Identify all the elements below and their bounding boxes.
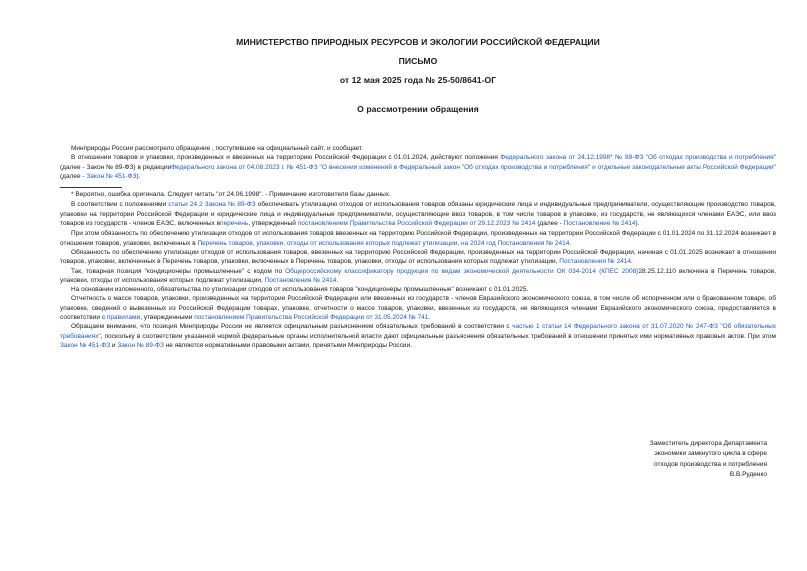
text: Отчетность о массе товаров, упаковки, произведенных на территории Российской Федерации или ввезенных из государств - членов Евразийского экономического союза, в том числе об испорченном или о бракованном товаре, об упаковке, сведений о вывезенных из Российской Федерации товарах, упаковке, отчетности о массе товаров, упаковки, ввезенных из государств, не являющихся членами Евразийского экономического союза, предоставляется в соответствии с	[60, 295, 776, 322]
text: В отношении товаров и упаковки, произведенных и ввезенных на территорию Российской Федерации с 01.01.2024, действуют положения	[71, 154, 501, 162]
text: .	[428, 314, 431, 322]
text: , утвержденными	[140, 314, 195, 322]
link-law-451fz[interactable]: Закон № 451-ФЗ	[86, 172, 137, 180]
link-resolution-2414-b[interactable]: Постановления № 2414	[559, 258, 632, 266]
paragraph-obligations	[60, 200, 776, 228]
paragraph-intro: Минприроды России рассмотрело обращение , поступившее на официальный сайт, и сообщает.	[71, 145, 364, 152]
text: , утвержденный	[248, 220, 298, 228]
text: (далее -	[60, 172, 87, 180]
text: В соответствии с положениями	[71, 201, 169, 209]
subject-title: О рассмотрении обращения	[357, 104, 479, 114]
link-article-24-2[interactable]: статьи 24.2 Закона № 89-ФЗ	[168, 201, 256, 209]
signature-line-3: отходов производства и потребления	[654, 460, 767, 468]
paragraph-notice	[60, 322, 776, 350]
link-resolution-2414[interactable]: постановлением Правительства Российской Федерации от 29.12.2023 № 2414	[297, 220, 536, 228]
paragraph-2025	[60, 248, 776, 267]
date-number: от 12 мая 2025 года № 25-50/8641-ОГ	[339, 75, 497, 85]
letter-body	[60, 144, 776, 350]
link-rules[interactable]: правилами	[106, 314, 141, 322]
text: ).	[635, 220, 640, 228]
signature-name: В.В.Руденко	[729, 471, 767, 479]
link-law-247fz[interactable]: частью 1 статьи 14 Федерального закона от 31.07.2020 № 247-ФЗ "Об обязательных требованиях"	[60, 323, 776, 340]
paragraph-air-conditioners	[60, 267, 776, 286]
signature-block	[587, 439, 767, 481]
link-resolution-2414-short[interactable]: Постановление № 2414	[563, 220, 636, 228]
text: Так, товарная позиция "кондиционеры промышленные" с кодом по	[71, 267, 286, 275]
text: не являются нормативными правовыми актами, принятыми Минприроды России.	[163, 341, 413, 349]
link-list[interactable]: перечень	[220, 220, 249, 228]
paragraph-conclusion: На основании изложенного, обязательства по утилизации отходов от использования товаров "кондиционеры промышленные" возникают с 01.01.2025.	[71, 286, 529, 294]
ministry-title: МИНИСТЕРСТВО ПРИРОДНЫХ РЕСУРСОВ И ЭКОЛОГИИ РОССИЙСКОЙ ФЕДЕРАЦИИ	[236, 37, 600, 47]
document-type: ПИСЬМО	[398, 56, 438, 66]
paragraph-law-scope	[60, 153, 776, 181]
text: При этом обязанность по обеспечению утилизации отходов от использования товаров ввезенных на территорию Российской Федерации, произведенных на территории Российской Федерации с 01.01.2024 по 31.12.2024 возникает в отношении товаров, упаковки, включенных в	[60, 230, 776, 247]
text: .	[336, 276, 339, 284]
paragraph-reporting	[60, 294, 776, 322]
text: обеспечивать утилизацию отходов от использования товаров обязаны юридические лица и индивидуальные предприниматели, осуществляющие производство товаров, упаковки на территории Российской Федерации и юридические лица и индивидуальные предприниматели, осуществляющие ввоз товаров, в том числе товаров в упаковке, из государств, не являющихся членами ЕАЭС, или ввоз товаров из государств - членов ЕАЭС, включенных в	[60, 201, 776, 228]
text: .	[569, 239, 572, 247]
footnote: * Вероятно, ошибка оригинала. Следует читать "от 24.06.1998". - Примечание изготовителя базы данных.	[71, 191, 391, 199]
link-resolution-741[interactable]: постановлением Правительства Российской Федерации от 31.05.2024 № 741	[194, 314, 429, 322]
link-law-451fz-full[interactable]: Федерального закона от 04.08.2023 г. № 451-ФЗ "О внесении изменений в Федеральный закон "Об отходах производства и потребления" и отдельные законодательные акты Российской Федерации"	[171, 163, 776, 171]
link-law-89fz[interactable]: Федерального закона от 24.12.1998* № 89-ФЗ "Об отходах производства и потребления"	[500, 154, 776, 162]
link-okpd[interactable]: Общероссийскому классификатору продукции по видам экономической деятельности ОК 034-2014 (КПЕС 2008)	[285, 267, 639, 275]
text: (далее - Закон № 89-ФЗ) в редакции	[60, 163, 172, 171]
text: ).	[136, 172, 141, 180]
link-law-451fz-b[interactable]: Закон № 451-ФЗ	[60, 341, 111, 349]
signature-line-1: Заместитель директора Департамента	[649, 440, 767, 447]
paragraph-2024	[60, 229, 776, 248]
text: , поскольку в соответствии указанной нормой федеральные органы исполнительной власти дают официальные разъяснения обязательных требований в отношении принятых ими нормативных правовых актов. При этом	[100, 332, 776, 340]
text: 28.25.12.110 включена в Перечень товаров, упаковки, отходы от использования которых подлежат утилизации,	[60, 267, 777, 284]
text: .	[631, 258, 633, 266]
text: и	[110, 341, 118, 349]
text: (далее -	[535, 220, 564, 228]
text: Обращаем внимание, что позиция Минприроды России не является официальным разъяснением обязательных требований в соответствии с	[71, 323, 513, 331]
signature-line-2: экономики замкнутого цикла в сфере	[654, 450, 767, 458]
footnote-divider	[60, 187, 122, 188]
link-resolution-2414-c[interactable]: Постановления № 2414	[264, 276, 337, 284]
link-list-2024[interactable]: Перечень товаров, упаковки, отходы от использования которых подлежат утилизации, на 2024 год Постановления № 2414	[197, 239, 570, 247]
text: Обязанность по обеспечению утилизации отходов от использования товаров, ввезенных на территорию Российской Федерации, произведенных на территории Российской Федерации, начиная с 01.01.2025 возникает в отношении товаров, упаковки, включенных в Перечень товаров, упаковки, включенных в Перечень товаров, упаковки, отходы от использования которых подлежат утилизации,	[60, 248, 776, 266]
link-law-89fz-b[interactable]: Закон № 89-ФЗ	[117, 341, 164, 349]
